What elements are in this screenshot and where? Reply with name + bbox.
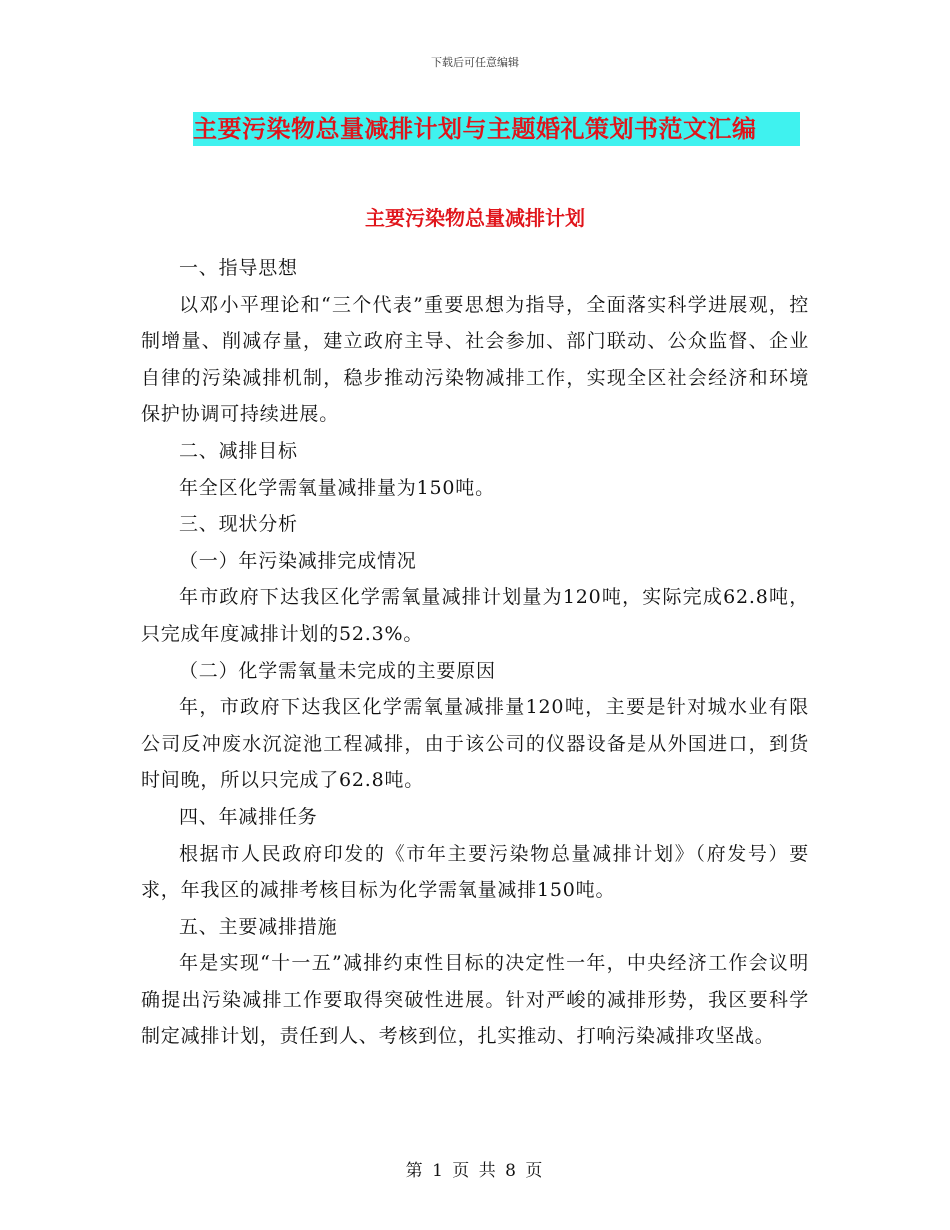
paragraph: 年全区化学需氧量减排量为150吨。: [179, 476, 495, 499]
page-footer: 第 1 页 共 8 页: [405, 1161, 545, 1181]
document-title: 主要污染物总量减排计划与主题婚礼策划书范文汇编: [193, 114, 757, 143]
paragraph: 四、年减排任务: [179, 805, 318, 828]
paragraph: 根据市人民政府印发的《市年主要污染物总量减排计划》（府发号）要求，年我区的减排考核目标为化学需氧量减排150吨。: [141, 842, 809, 902]
section-title: 主要污染物总量减排计划: [365, 206, 585, 230]
paragraph: （一）年污染减排完成情况: [179, 549, 417, 572]
paragraph: 三、现状分析: [179, 513, 298, 536]
paragraph: 以邓小平理论和“三个代表”重要思想为指导，全面落实科学进展观，控制增量、削减存量，建立政府主导、社会参加、部门联动、公众监督、企业自律的污染减排机制，稳步推动污染物减排工作，实现全区社会经济和环境保护协调可持续进展。: [141, 293, 809, 426]
paragraph: （二）化学需氧量未完成的主要原因: [179, 659, 496, 682]
paragraph: 年市政府下达我区化学需氧量减排计划量为120吨，实际完成62.8吨，只完成年度减排计划的52.3%。: [141, 586, 809, 645]
document-body: [141, 250, 809, 1055]
header-note: 下载后可任意编辑: [431, 56, 519, 69]
paragraph: 二、减排目标: [179, 439, 298, 462]
paragraph: 五、主要减排措施: [179, 915, 338, 938]
paragraph: 年是实现“十一五”减排约束性目标的决定性一年，中央经济工作会议明确提出污染减排工作要取得突破性进展。针对严峻的减排形势，我区要科学制定减排计划，责任到人、考核到位，扎实推动、打响污染减排攻坚战。: [141, 952, 809, 1048]
paragraph: 年，市政府下达我区化学需氧量减排量120吨，主要是针对城水业有限公司反冲废水沉淀池工程减排，由于该公司的仪器设备是从外国进口，到货时间晚，所以只完成了62.8吨。: [141, 696, 809, 792]
paragraph: 一、指导思想: [179, 257, 298, 279]
